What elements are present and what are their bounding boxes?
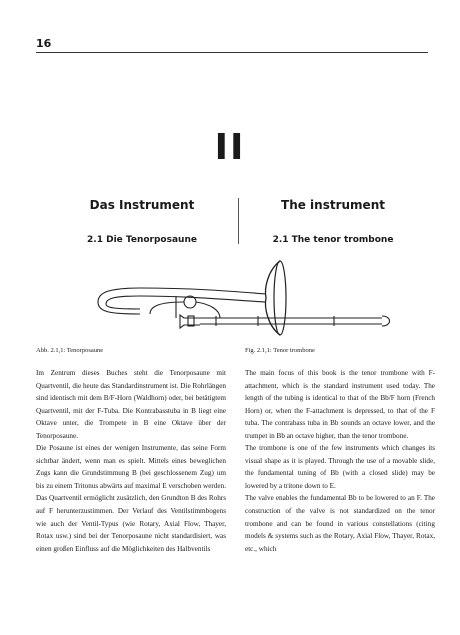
left-figure-caption: Abb. 2.1,1: Tenorposaune — [36, 347, 104, 354]
center-divider — [238, 198, 239, 244]
page-number: 16 — [36, 37, 52, 50]
right-body-text — [245, 367, 435, 555]
left-chapter-title: Das Instrument — [89, 198, 195, 212]
slide-crook — [382, 316, 390, 326]
left-paragraph: Die Posaune ist eines der wenigen Instrumente, das seine Form sichtbar ändert, wenn man es spielt. Mittels eines beweglichen Zugs kann die Grundstimmung B (bei geschlossenem Zug) um bis zu einem Tritonus abwärts auf maximal E verschoben werden. Das Quartventil ermöglicht zusätzlich, den Grundton B des Rohrs auf F herunterzustimmen. Der Verlauf des Ventilstimmbogens wie auch der Ventil-Typus (wie Rotary, Axial Flow, Thayer, Rotax usw.) sind bei der Tenorposaune nicht standardisiert, was einen großen Einfluss auf die Möglichkeiten des Halbventils — [36, 444, 226, 553]
left-section-heading: 2.1 Die Tenorposaune — [87, 235, 197, 245]
right-figure-caption: Fig. 2.1,1: Tenor trombone — [245, 347, 315, 354]
right-paragraph: The main focus of this book is the tenor trombone with F-attachment, which is the standard instrument used today. The length of the tubing is identical to that of the Bb/F horn (French Horn) or, when the F-attachment is depressed, to that of the F tuba. The contrabass tuba in Bb sounds an octave lower, and the trumpet in Bb an octave higher, than the tenor trombone. — [245, 369, 435, 440]
right-paragraph: The valve enables the fundamental Bb to be lowered to an F. The construction of the valve is not standardized on the tenor trombone and can be found in various constellations (citing models & systems such as the Rotary, Axial Flow, Thayer, Rotax, etc., which — [245, 494, 435, 553]
left-body-text — [36, 367, 226, 555]
right-section-heading: 2.1 The tenor trombone — [272, 235, 394, 245]
tenor-trombone-illustration — [80, 258, 392, 338]
left-paragraph: Im Zentrum dieses Buches steht die Tenorposaune mit Quartventil, die heute das Standardinstrument ist. Die Rohrlängen sind identisch mit dem B/F-Horn (Waldhorn) oder, bei betätigtem Quartventil, mit der F-Tuba. Die Kontrabasstuba in B liegt eine Oktave unter, die Trompete in B eine Oktave über der Tenorposaune. — [36, 369, 226, 440]
right-paragraph: The trombone is one of the few instruments which changes its visual shape as it is played. Through the use of a movable slide, the fundamental tuning of Bb (with a closed slide) may be lowered by a tritone down to E. — [245, 444, 435, 490]
right-chapter-title: The instrument — [281, 198, 385, 212]
header-rule — [36, 52, 428, 53]
chapter-numeral: II — [214, 127, 246, 168]
